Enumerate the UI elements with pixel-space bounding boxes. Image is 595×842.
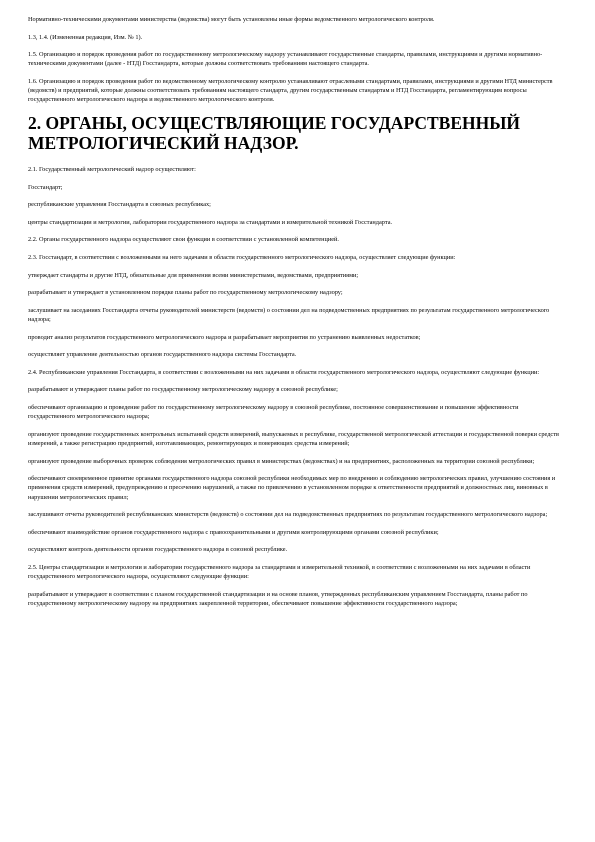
intro-paragraph: 1.5. Организацию и порядок проведения работ по государственному метрологическому надзору устанавливают государственные стандарты, правилами, инструкциями и другими нормативно-техническими документами (далее - НТД) Госстандарта, которые должны соответствовать требованиям настоящего стандарта. bbox=[28, 51, 543, 68]
section-paragraph: 2.3. Госстандарт, в соответствии с возложенными на него задачами в области государственного метрологического надзора, осуществляет следующие функции: bbox=[28, 253, 456, 261]
section-paragraph: утверждает стандарты и другие НТД, обязательные для применения всеми министерствами, ведомствами, предприятиями; bbox=[28, 271, 359, 279]
section-paragraph: 2.4. Республиканские управления Госстандарта, в соответствии с возложенными на них задачами в области государственного метрологического надзора, осуществляют следующие функции: bbox=[28, 368, 540, 376]
section-paragraph: центры стандартизации и метрологии, лаборатории государственного надзора за стандартами и измерительной техникой Госстандарта. bbox=[28, 218, 393, 226]
section-heading: 2. ОРГАНЫ, ОСУЩЕСТВЛЯЮЩИЕ ГОСУДАРСТВЕННЫЙ МЕТРОЛОГИЧЕСКИЙ НАДЗОР. bbox=[28, 112, 521, 153]
section-paragraph: организуют проведение государственных контрольных испытаний средств измерений, выпускаемых в республике, государственной метрологической аттестации и государственной поверки средств измерений, а также регистрацию предприятий, изготавливающих, ремонтирующих и поверяющих средства измерений; bbox=[28, 430, 559, 447]
intro-paragraph: Нормативно-техническими документами министерства (ведомства) могут быть установлены иные формы ведомственного метрологического контроля. bbox=[28, 16, 435, 23]
section-paragraph: осуществляет управление деятельностью органов государственного надзора системы Госстандарта. bbox=[28, 351, 297, 359]
intro-paragraph: 1.6. Организацию и порядок проведения работ по ведомственному метрологическому контролю устанавливают отраслевыми стандартами, правилами, инструкциями и другими НТД министерств (ведомств) и предприятий, которые должны соответствовать требованиям настоящего стандарта, другим государственным стандартам и НТД Госстандарта, регламентирующим вопросы государственного метрологического надзора и ведомственного метрологического контроля. bbox=[28, 77, 553, 104]
section-paragraph: заслушивают отчеты руководителей республиканских министерств (ведомств) о состоянии дел на подведомственных предприятиях по результатам государственного метрологического надзора; bbox=[28, 511, 548, 519]
section-paragraph: Госстандарт; bbox=[28, 183, 63, 191]
section-paragraph: обеспечивают своевременное принятие органами государственного надзора союзной республики необходимых мер по внедрению и соблюдению метрологических правил, улучшению состояния и применения средств измерений, предупреждению и пресечению нарушений, а также по привлечению в установленном порядке к ответственности предприятий и должностных лиц, виновных в нарушении метрологических правил; bbox=[28, 475, 556, 501]
section-paragraph: обеспечивают взаимодействие органов государственного надзора с правоохранительными и другими контролирующими органами союзной республики; bbox=[28, 528, 439, 536]
intro-paragraph: 1.3, 1.4. (Измененная редакция, Изм. № 1). bbox=[28, 33, 143, 41]
section-paragraph: обеспечивают организацию и проведение работ по государственному метрологическому надзору в союзной республике, постоянное совершенствование и повышение эффективности государственного метрологического надзора; bbox=[28, 403, 519, 421]
section-paragraph: 2.5. Центры стандартизации и метрологии и лаборатории государственного надзора за стандартами и измерительной техникой, в соответствии с возложенными на них задачами в области государственного метрологического надзора, осуществляют следующие функции: bbox=[28, 563, 531, 581]
section-paragraph: республиканские управления Госстандарта в союзных республиках; bbox=[28, 201, 211, 209]
section-paragraph: 2.1. Государственный метрологический надзор осуществляют: bbox=[28, 165, 196, 173]
section-paragraph: разрабатывают и утверждают в соответствии с планом государственной стандартизации и на основе планов, утвержденных республиканским управлением Госстандарта, планы работ по государственному метрологическому надзору на предприятиях закрепленной территории, обеспечивают повышение эффективности государственного надзора; bbox=[28, 590, 528, 607]
section-paragraph: 2.2. Органы государственного надзора осуществляют свои функции в соответствии с установленной компетенцией. bbox=[28, 236, 340, 244]
section-paragraph: заслушивает на заседаниях Госстандарта отчеты руководителей министерств (ведомств) о состоянии дел на подведомственных предприятиях по результатам государственного метрологического надзора; bbox=[28, 306, 550, 323]
section-paragraph: разрабатывают и утверждают планы работ по государственному метрологическому надзору в союзной республике; bbox=[28, 386, 338, 394]
section-paragraph: проводит анализ результатов государственного метрологического надзора и разрабатывает мероприятия по устранению выявленных недостатков; bbox=[28, 333, 421, 341]
section-paragraph: организуют проведение выборочных проверок соблюдения метрологических правил в министерствах (ведомствах) и на предприятиях, расположенных на территории союзной республики; bbox=[28, 457, 535, 465]
section-paragraph: разрабатывает и утверждает в установленном порядке планы работ по государственному метрологическому надзору; bbox=[28, 289, 343, 297]
section-paragraph: осуществляют контроль деятельности органов государственного надзора в союзной республике. bbox=[28, 546, 288, 554]
